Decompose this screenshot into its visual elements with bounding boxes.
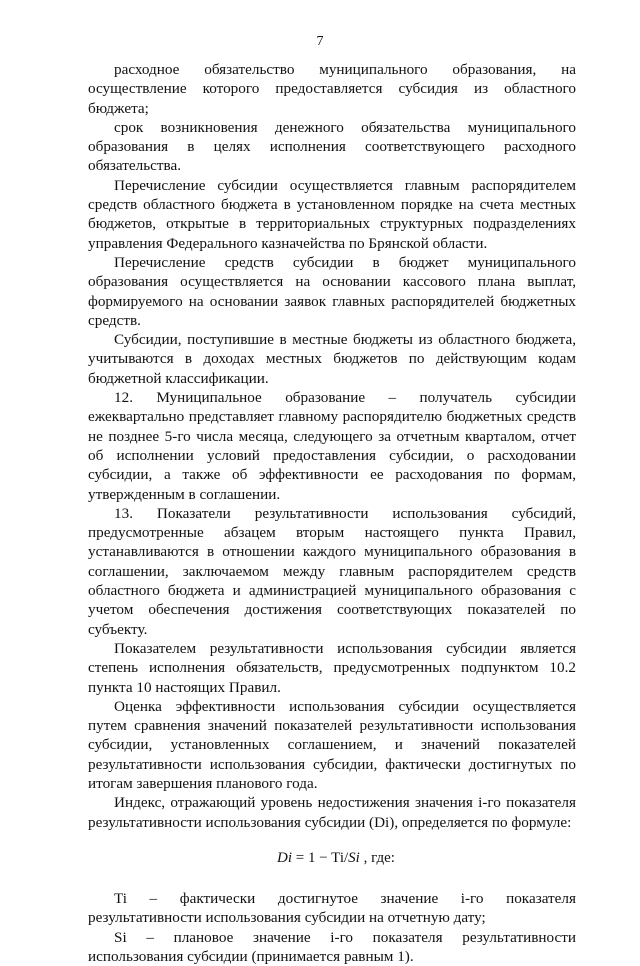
paragraph: Оценка эффективности использования субсидии осуществляется путем сравнения значений показателей результативности использования субсидии, установленных соглашением, и значений показателей результативности использования субсидии, фактически достигнутых по итогам завершения планового года. bbox=[88, 697, 576, 792]
paragraph: Субсидии, поступившие в местные бюджеты из областного бюджета, учитываются в доходах местных бюджетов по действующим кодам бюджетной классификации. bbox=[88, 331, 576, 387]
definition-paragraph: Si – плановое значение i-го показателя результативности использования субсидии (принимается равным 1). bbox=[88, 928, 576, 966]
paragraph: Перечисление средств субсидии в бюджет муниципального образования осуществляется на основании кассового плана выплат, формируемого на основании заявок главных распорядителей бюджетных средств. bbox=[88, 253, 576, 329]
paragraph: Перечисление субсидии осуществляется главным распорядителем средств областного бюджета в установленном порядке на счета местных бюджетов, открытые в территориальных структурных подразделениях управления Федерального казначейства по Брянской области. bbox=[88, 176, 576, 252]
paragraph: Индекс, отражающий уровень недостижения значения i-го показателя результативности использования субсидии (Di), определяется по формуле: bbox=[88, 794, 576, 831]
formula-denominator: Si bbox=[348, 849, 360, 866]
paragraph: срок возникновения денежного обязательства муниципального образования в целях исполнения соответствующего расходного обязательства. bbox=[88, 118, 576, 175]
formula-lhs: Di bbox=[277, 849, 293, 866]
paragraph: 13. Показатели результативности использования субсидий, предусмотренные абзацем вторым настоящего пункта Правил, устанавливаются в отношении каждого муниципального образования в соглашении, заключаемом между главным распорядителем средств областного бюджета и администрацией муниципального образования с учетом обеспечения достижения соответствующих показателей по субъекту. bbox=[88, 504, 576, 638]
definition-paragraph: Ti – фактически достигнутое значение i-го показателя результативности использования субсидии на отчетную дату; bbox=[88, 890, 576, 927]
paragraph: Показателем результативности использования субсидии является степень исполнения обязательств, предусмотренных подпунктом 10.2 пункта 10 настоящих Правил. bbox=[88, 639, 576, 696]
formula-suffix: , где: bbox=[359, 849, 395, 866]
page-number: 7 bbox=[316, 34, 324, 49]
formula-expression: = 1 − Ti/ bbox=[292, 849, 349, 866]
paragraph: расходное обязательство муниципального образования, на осуществление которого предоставляется субсидия из областного бюджета; bbox=[88, 61, 576, 117]
document-body bbox=[88, 60, 576, 966]
paragraph: 12. Муниципальное образование – получатель субсидии ежеквартально представляет главному распорядителю бюджетных средств не позднее 5-го числа месяца, следующего за отчетным кварталом, отчет об исполнении условий предоставления субсидии, о расходовании субсидии, а также об эффективности ее расходования по формам, утвержденным в соглашении. bbox=[88, 389, 576, 503]
formula bbox=[88, 849, 576, 868]
